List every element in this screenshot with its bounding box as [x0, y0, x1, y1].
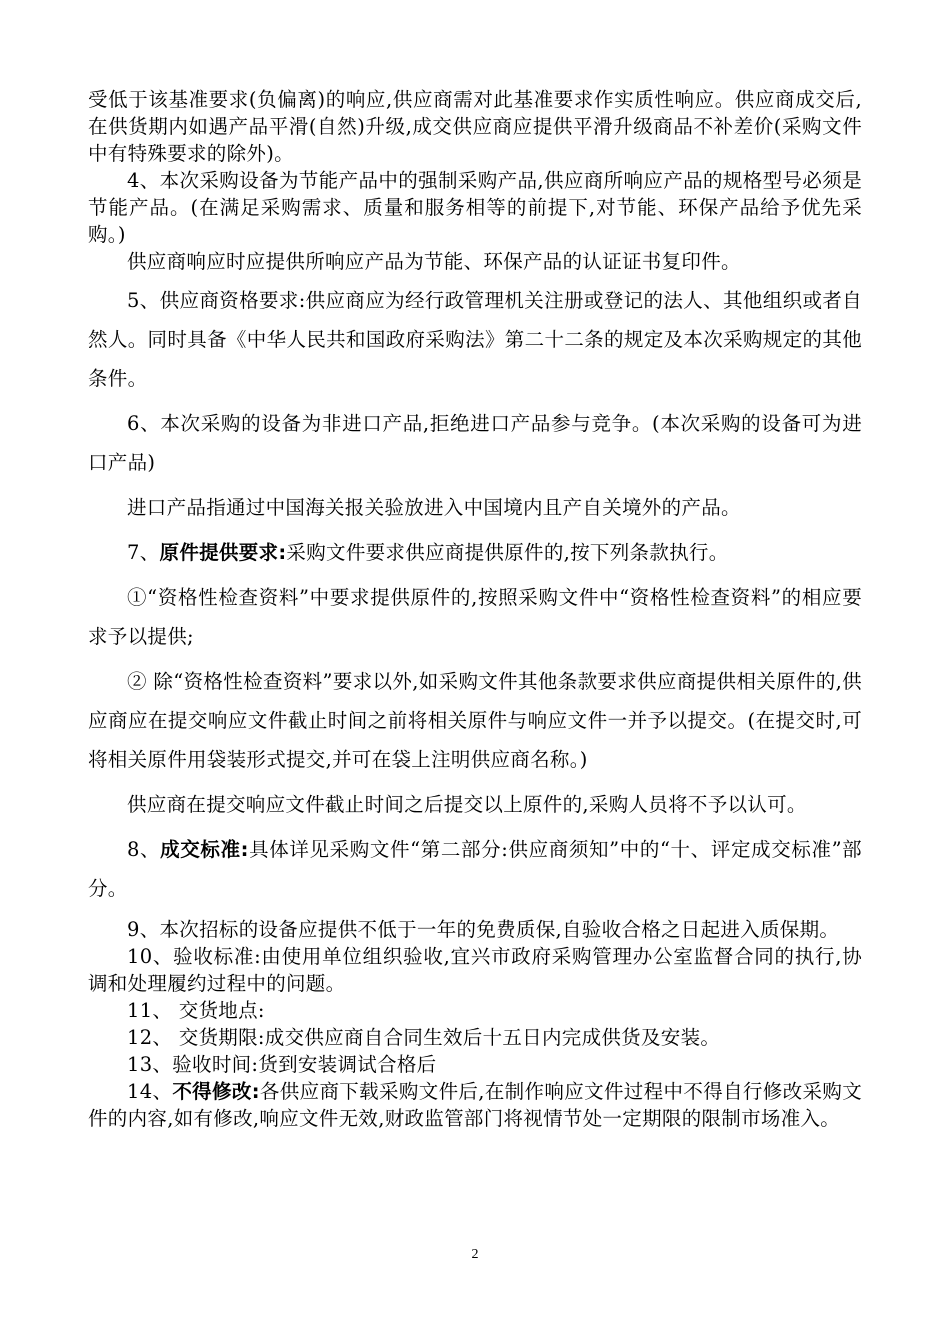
paragraph-import-definition: 进口产品指通过中国海关报关验放进入中国境内且产自关境外的产品。 — [127, 496, 741, 519]
paragraph-item-6: 6、本次采购的设备为非进口产品,拒绝进口产品参与竞争。(本次采购的设备可为进口产品) — [88, 412, 862, 474]
paragraph-certificate-note: 供应商响应时应提供所响应产品为节能、环保产品的认证证书复印件。 — [127, 250, 741, 273]
paragraph-item-4: 4、本次采购设备为节能产品中的强制采购产品,供应商所响应产品的规格型号必须是节能产品。(在满足采购需求、质量和服务相等的前提下,对节能、环保产品给予优先采购。) — [88, 169, 862, 246]
paragraph-item-10: 10、验收标准:由使用单位组织验收,宜兴市政府采购管理办公室监督合同的执行,协调和处理履约过程中的问题。 — [88, 945, 862, 995]
paragraph-item-7-1: ①“资格性检查资料”中要求提供原件的,按照采购文件中“资格性检查资料”的相应要求予以提供; — [88, 586, 862, 648]
item-8-text: 具体详见采购文件“第二部分:供应商须知”中的“十、评定成交标准”部分。 — [88, 838, 862, 900]
paragraph-item-8 — [88, 830, 862, 908]
document-body — [88, 86, 862, 1132]
item-8-heading: 成交标准: — [160, 838, 249, 861]
paragraph-item-7-2: ② 除“资格性检查资料”要求以外,如采购文件其他条款要求供应商提供相关原件的,供应商应在提交响应文件截止时间之前将相关原件与响应文件一并予以提交。(在提交时,可将相关原件用袋装形式提交,并可在袋上注明供应商名称。) — [88, 670, 862, 771]
paragraph-item-5: 5、供应商资格要求:供应商应为经行政管理机关注册或登记的法人、其他组织或者自然人。同时具备《中华人民共和国政府采购法》第二十二条的规定及本次采购规定的其他条件。 — [88, 289, 862, 390]
item-14-number: 14、 — [127, 1080, 173, 1103]
item-14-heading: 不得修改: — [172, 1080, 260, 1103]
paragraph-item-13: 13、验收时间:货到安装调试合格后 — [127, 1053, 437, 1076]
paragraph-late-originals: 供应商在提交响应文件截止时间之后提交以上原件的,采购人员将不予以认可。 — [127, 793, 807, 816]
paragraph-item-14 — [88, 1078, 862, 1132]
paragraph-item-12: 12、 交货期限:成交供应商自合同生效后十五日内完成供货及安装。 — [127, 1026, 721, 1049]
paragraph-item-11: 11、 交货地点: — [127, 999, 265, 1022]
item-7-text: 采购文件要求供应商提供原件的,按下列条款执行。 — [286, 541, 729, 564]
page-number: 2 — [471, 1247, 479, 1262]
paragraph-item-9: 9、本次招标的设备应提供不低于一年的免费质保,自验收合格之日起进入质保期。 — [127, 918, 840, 941]
item-7-number: 7、 — [127, 541, 160, 564]
paragraph-item-7 — [88, 533, 862, 572]
item-14-text: 各供应商下载采购文件后,在制作响应文件过程中不得自行修改采购文件的内容,如有修改,响应文件无效,财政监管部门将视情节处一定期限的限制市场准入。 — [88, 1080, 862, 1130]
item-8-number: 8、 — [127, 838, 161, 861]
paragraph-continuation: 受低于该基准要求(负偏离)的响应,供应商需对此基准要求作实质性响应。供应商成交后,在供货期内如遇产品平滑(自然)升级,成交供应商应提供平滑升级商品不补差价(采购文件中有特殊要求的除外)。 — [88, 88, 862, 165]
item-7-heading: 原件提供要求: — [159, 541, 287, 564]
